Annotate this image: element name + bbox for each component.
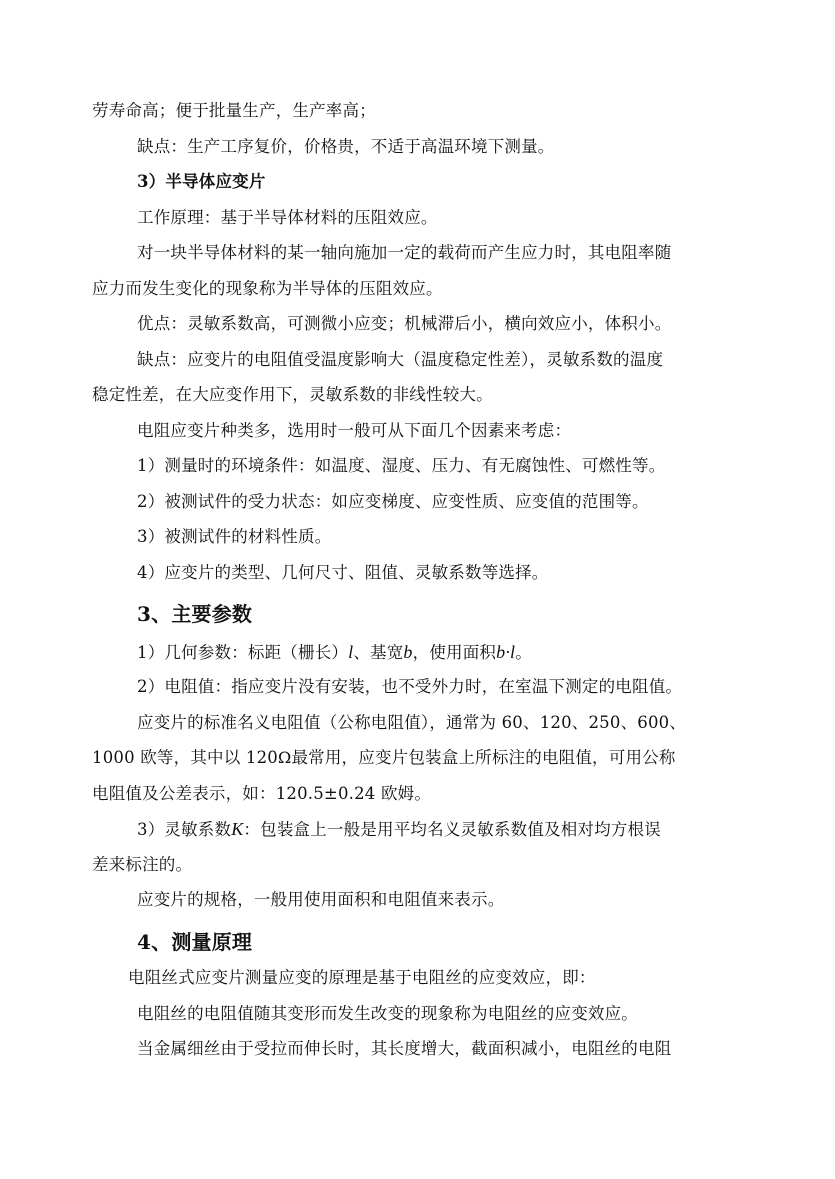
text-line: 2）电阻值：指应变片没有安装，也不受外力时，在室温下测定的电阻值。 [137, 677, 683, 696]
omega-symbol: Ω [277, 748, 292, 767]
text-line: 缺点：生产工序复价，价格贵，不适于高温环境下测量。 [137, 137, 555, 156]
text-line: 电阻值及公差表示，如：120.5±0.24 欧姆。 [92, 784, 432, 803]
section-title: 4、测量原理 [137, 930, 253, 954]
text-line [137, 818, 661, 841]
text-line: 应力而发生变化的现象称为半导体的压阻效应。 [92, 279, 443, 298]
text-line: 稳定性差，在大应变作用下，灵敏系数的非线性较大。 [92, 385, 493, 404]
math-symbol: b·l [496, 642, 516, 662]
math-symbol: K [231, 819, 244, 839]
text-segment: 、基宽 [353, 643, 404, 662]
text-line: 优点：灵敏系数高，可测微小应变；机械滞后小，横向效应小，体积小。 [137, 314, 672, 333]
math-symbol: b [403, 642, 413, 662]
list-item: 2）被测试件的受力状态：如应变梯度、应变性质、应变值的范围等。 [137, 492, 649, 511]
text-segment: ，使用面积 [412, 643, 497, 662]
list-item: 3）被测试件的材料性质。 [137, 527, 332, 546]
text-line: 劳寿命高；便于批量生产，生产率高； [92, 101, 376, 120]
text-segment: 1）几何参数：标距（栅长） [137, 643, 349, 662]
text-line: 电阻丝式应变片测量应变的原理是基于电阻丝的应变效应，即： [128, 968, 596, 987]
text-segment: 1000 欧等，其中以 120 [92, 748, 278, 767]
list-item: 4）应变片的类型、几何尺寸、阻值、灵敏系数等选择。 [137, 563, 549, 582]
text-line: 应变片的标准名义电阻值（公称电阻值），通常为 60、120、250、600、 [137, 713, 687, 732]
text-line: 差来标注的。 [92, 855, 193, 874]
list-item: 1）测量时的环境条件：如温度、湿度、压力、有无腐蚀性、可燃性等。 [137, 456, 666, 475]
math-symbol: l [348, 642, 354, 662]
text-line: 当金属细丝由于受拉而伸长时，其长度增大，截面积减小，电阻丝的电阻 [137, 1039, 672, 1058]
section-title: 3、主要参数 [137, 602, 253, 626]
text-line: 对一块半导体材料的某一轴向施加一定的载荷而产生应力时，其电阻率随 [137, 243, 672, 262]
text-segment: ：包装盒上一般是用平均名义灵敏系数值及相对均方根误 [243, 820, 661, 839]
text-line: 缺点：应变片的电阻值受温度影响大（温度稳定性差），灵敏系数的温度 [137, 350, 664, 369]
text-line [92, 747, 676, 769]
text-line: 电阻丝的电阻值随其变形而发生改变的现象称为电阻丝的应变效应。 [137, 1004, 638, 1023]
text-line: 应变片的规格，一般用使用面积和电阻值来表示。 [137, 890, 505, 909]
text-line: 电阻应变片种类多，选用时一般可从下面几个因素来考虑： [137, 421, 572, 440]
text-segment: 最常用，应变片包装盒上所标注的电阻值，可用公称 [291, 748, 676, 767]
text-line: 工作原理：基于半导体材料的压阻效应。 [137, 208, 438, 227]
text-segment: 3）灵敏系数 [137, 820, 232, 839]
section-heading: 3）半导体应变片 [137, 172, 266, 191]
text-segment: 。 [515, 643, 532, 662]
text-line [137, 641, 532, 664]
